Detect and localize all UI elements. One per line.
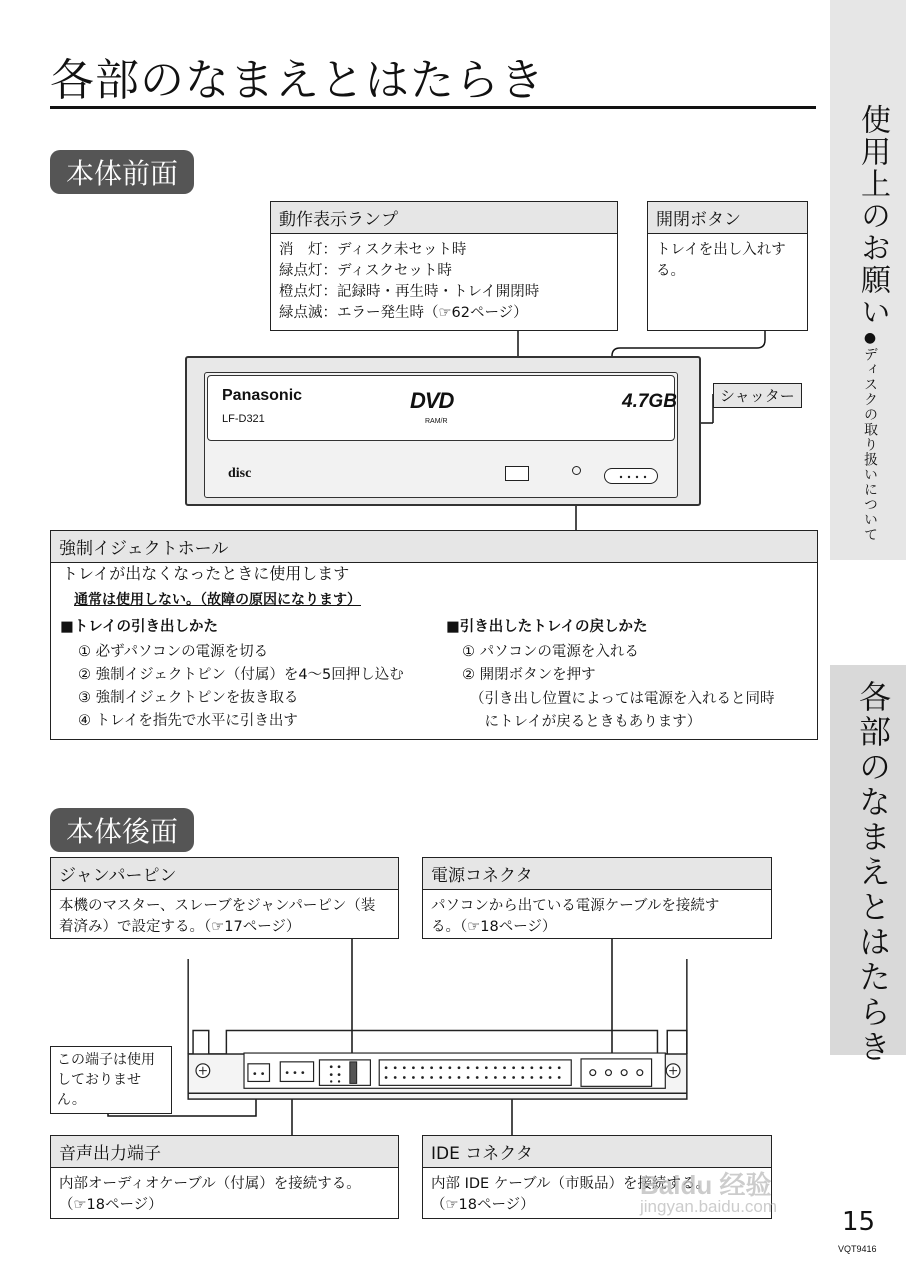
ide-pin [421,1076,424,1079]
eject-right-note: にトレイが戻るときもあります） [470,714,702,730]
model-number: LF-D321 [222,413,265,425]
eject-warning: 通常は使用しない。（故障の原因になります） [74,592,361,608]
ide-pin [494,1076,497,1079]
unused-terminal-note: この端子は使用しておりません。 [50,1046,172,1114]
ide-line: （☞18ページ） [431,1197,535,1213]
ide-pin [558,1066,561,1069]
dvd-logo: DVD [410,388,454,413]
audio-output-callout-title: 音声出力端子 [51,1136,398,1168]
ide-pin [448,1066,451,1069]
shutter-label: シャッター [713,383,802,408]
ide-pin [503,1076,506,1079]
ide-pin [439,1076,442,1079]
page-title: 各部のなまえとはたらき [50,55,545,106]
ide-pin [439,1066,442,1069]
audio-line: 内部オーディオケーブル（付属）を接続する。 [59,1176,361,1192]
side-tab-current-title: 各部のなまえとはたらき [854,680,892,1065]
eject-left-step: ③ 強制イジェクトピンを抜き取る [78,690,299,706]
power-line: る。（☞18ページ） [431,919,557,935]
ide-pin [412,1076,415,1079]
page-number: 15 [842,1207,876,1237]
lamp-line: 緑点灯：ディスクセット時 [279,263,452,279]
ide-pin [403,1066,406,1069]
section-badge-front: 本体前面 [50,150,194,194]
ide-pin [530,1076,533,1079]
ide-pin [467,1076,470,1079]
eject-left-step: ② 強制イジェクトピン（付属）を4〜5回押し込む [78,667,404,683]
ide-pin [549,1066,552,1069]
drive-rear-panel [183,958,693,1103]
power-connector-callout [422,857,772,939]
eject-lead-text: トレイが出なくなったときに使用します [62,564,350,583]
audio-line: （☞18ページ） [59,1197,163,1213]
ide-pin [512,1066,515,1069]
emergency-eject-hole[interactable] [572,466,581,475]
brand-logo: Panasonic [222,387,303,404]
power-line: パソコンから出ている電源ケーブルを接続す [431,898,720,914]
power-connector-callout-title: 電源コネクタ [423,858,771,890]
open-close-button[interactable] [604,468,658,484]
ide-pin [385,1066,388,1069]
eject-left-step: ④ トレイを指先で水平に引き出す [78,713,298,729]
jumper-line: 本機のマスター、スレーブをジャンパーピン（装 [59,898,376,914]
eject-right-step: ② 開閉ボタンを押す [462,667,596,683]
dvd-logo-sub: RAM/R [425,418,448,425]
ide-pin [530,1066,533,1069]
lamp-line: 緑点滅：エラー発生時（☞62ページ） [279,305,528,321]
ide-pin [394,1066,397,1069]
open-button-callout-body: トレイを出し入れする。 [656,242,786,279]
ide-pin [494,1066,497,1069]
ide-pin [485,1076,488,1079]
ide-pin [503,1066,506,1069]
ide-pin [540,1076,543,1079]
ide-pin [448,1076,451,1079]
capacity-label: 4.7GB [622,391,677,412]
ide-pin [540,1066,543,1069]
eject-right-heading: ■引き出したトレイの戻しかた [446,619,648,635]
page-code: VQT9416 [838,1244,877,1254]
ide-pin [421,1066,424,1069]
ide-connector-callout-title: IDE コネクタ [423,1136,771,1168]
ide-pin [512,1076,515,1079]
ide-pin [458,1066,461,1069]
lamp-callout-title: 動作表示ランプ [271,202,617,234]
ide-pin [549,1076,552,1079]
ide-line: 内部 IDE ケーブル（市販品）を接続する。 [431,1176,711,1192]
ide-pin [485,1066,488,1069]
eject-hole-callout-title: 強制イジェクトホール [51,531,817,563]
ide-pin [558,1076,561,1079]
open-button-callout-title: 開閉ボタン [648,202,807,234]
lamp-line: 消 灯：ディスク未セット時 [279,242,467,258]
ide-pin [521,1066,524,1069]
jumper-callout-title: ジャンパーピン [51,858,398,890]
ide-pin [476,1076,479,1079]
ide-pin [403,1076,406,1079]
eject-left-step: ① 必ずパソコンの電源を切る [78,644,269,660]
eject-left-heading: ■トレイの引き出しかた [60,619,218,635]
lamp-line: 橙点灯：記録時・再生時・トレイ開閉時 [279,284,540,300]
audio-output-callout [50,1135,399,1219]
ide-pin [458,1076,461,1079]
jumper-line: 着済み）で設定する。（☞17ページ） [59,919,301,935]
watermark: Baidu 经验 [640,1170,772,1200]
side-tab-subtitle: ●ディスクの取り扱いについて [862,330,878,542]
ide-pin [412,1066,415,1069]
ide-pin [394,1076,397,1079]
status-lamp [505,466,529,481]
eject-right-note: （引き出し位置によっては電源を入れると同時 [470,691,775,707]
section-badge-rear: 本体後面 [50,808,194,852]
ide-pin [430,1076,433,1079]
ide-pin [430,1066,433,1069]
ide-pin [476,1066,479,1069]
ide-pin [521,1076,524,1079]
compact-disc-logo: disc [228,466,252,481]
jumper-callout [50,857,399,939]
side-tab-title: 使用上のお願い [855,104,890,328]
open-button-callout [647,201,808,331]
ide-pin [467,1066,470,1069]
ide-pin [385,1076,388,1079]
eject-icon [605,470,657,484]
eject-right-step: ① パソコンの電源を入れる [462,644,639,660]
watermark-url: jingyan.baidu.com [640,1197,778,1216]
lamp-callout [270,201,618,331]
